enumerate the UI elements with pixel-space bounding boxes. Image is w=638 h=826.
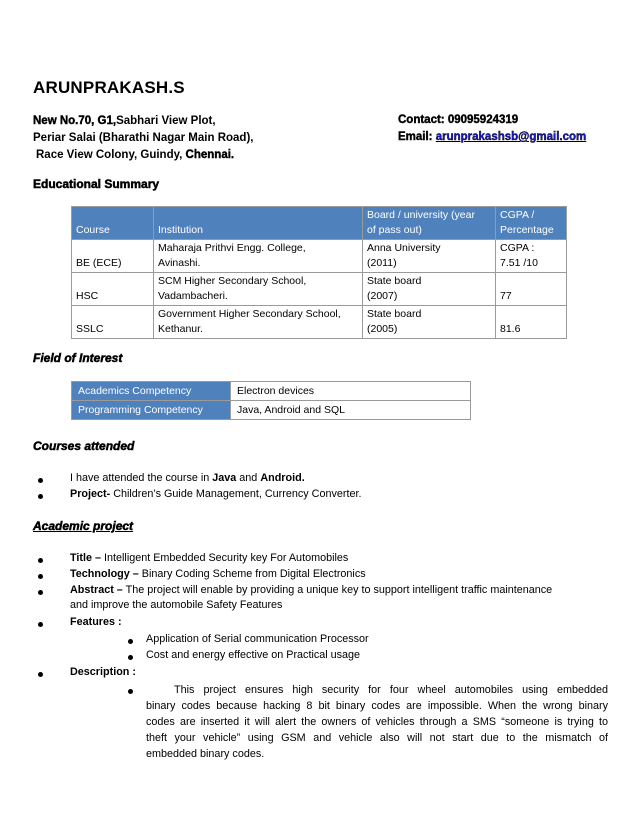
bullet-icon: [38, 672, 43, 677]
list-item: Title – Intelligent Embedded Security key For Automobiles: [70, 552, 349, 564]
address-line-1: [33, 114, 216, 128]
cell-course: SSLC: [72, 306, 154, 339]
cell-grade: 81.6: [496, 306, 567, 339]
cell-course: HSC: [72, 273, 154, 306]
address-area: Race View Colony, Guindy,: [36, 149, 183, 161]
col-grade: CGPA / Percentage: [496, 207, 567, 240]
list-item: Cost and energy effective on Practical usage: [146, 649, 361, 661]
list-item: Features :: [70, 616, 122, 628]
interest-table: [71, 381, 471, 420]
address-street: Sabhari View Plot,: [116, 115, 216, 127]
contact-email: [398, 131, 586, 143]
cell-grade: 77: [496, 273, 567, 306]
table-row: [72, 401, 471, 420]
address-line-2: Periar Salai (Bharathi Nagar Main Road),: [33, 132, 254, 144]
interest-value: Electron devices: [231, 382, 471, 401]
table-row: [72, 382, 471, 401]
table-row: [72, 273, 567, 306]
interest-value: Java, Android and SQL: [231, 401, 471, 420]
interest-label: Academics Competency: [72, 382, 231, 401]
list-item: Abstract – The project will enable by providing a unique key to support intelligent traffic maintenance and improve the automobile Safety Features: [70, 584, 553, 611]
education-table-header: [72, 207, 567, 240]
section-heading-courses: Courses attended: [33, 439, 135, 453]
address-city: Chennai.: [185, 149, 235, 161]
bullet-icon: [128, 689, 133, 694]
section-heading-interest: Field of Interest: [33, 351, 123, 365]
description-paragraph: This project ensures high security for four wheel automobiles using embedded binary codes because hacking 8 bit binary codes are impossible. When the wrong binary codes are inserted it will alert the owners of vehicles through a SMS “someone is trying to theft your vehicle” using GSM and vehicle also will not start due to the mismatch of embedded binary codes.: [146, 684, 608, 760]
email-link[interactable]: arunprakashsb@gmail.com: [435, 131, 587, 143]
bullet-icon: [38, 590, 43, 595]
bullet-icon: [38, 558, 43, 563]
bullet-icon: [38, 622, 43, 627]
section-heading-project: Academic project: [33, 519, 134, 533]
bullet-icon: [38, 478, 43, 483]
list-item: Application of Serial communication Processor: [146, 633, 369, 645]
address-door-number: New No.70, G1,: [33, 115, 117, 127]
col-institution: Institution: [154, 207, 363, 240]
interest-label: Programming Competency: [72, 401, 231, 420]
contact-phone: Contact: 09095924319: [398, 114, 519, 126]
cell-institution: Government Higher Secondary School, Kethanur.: [154, 306, 363, 339]
col-course: Course: [72, 207, 154, 240]
cell-course: BE (ECE): [72, 240, 154, 273]
cell-institution: Maharaja Prithvi Engg. College, Avinashi.: [154, 240, 363, 273]
list-item: Technology – Binary Coding Scheme from Digital Electronics: [70, 568, 366, 580]
bullet-icon: [128, 639, 133, 644]
cell-board: State board (2005): [363, 306, 496, 339]
col-board: Board / university (year of pass out): [363, 207, 496, 240]
email-label: Email:: [398, 131, 433, 143]
cell-grade: CGPA : 7.51 /10: [496, 240, 567, 273]
table-row: [72, 240, 567, 273]
table-row: [72, 306, 567, 339]
cell-board: State board (2007): [363, 273, 496, 306]
bullet-icon: [38, 574, 43, 579]
section-heading-education: Educational Summary: [33, 177, 160, 191]
address-line-3: [36, 148, 234, 162]
cell-institution: SCM Higher Secondary School, Vadambacheri.: [154, 273, 363, 306]
bullet-icon: [38, 494, 43, 499]
cell-board: Anna University (2011): [363, 240, 496, 273]
bullet-icon: [128, 655, 133, 660]
education-table: [71, 206, 567, 339]
resume-name: ARUNPRAKASH.S: [33, 78, 185, 97]
list-item: Project- Children’s Guide Management, Currency Converter.: [70, 488, 362, 500]
list-item: Description :: [70, 666, 136, 678]
list-item: I have attended the course in Java and Android.: [70, 472, 305, 484]
